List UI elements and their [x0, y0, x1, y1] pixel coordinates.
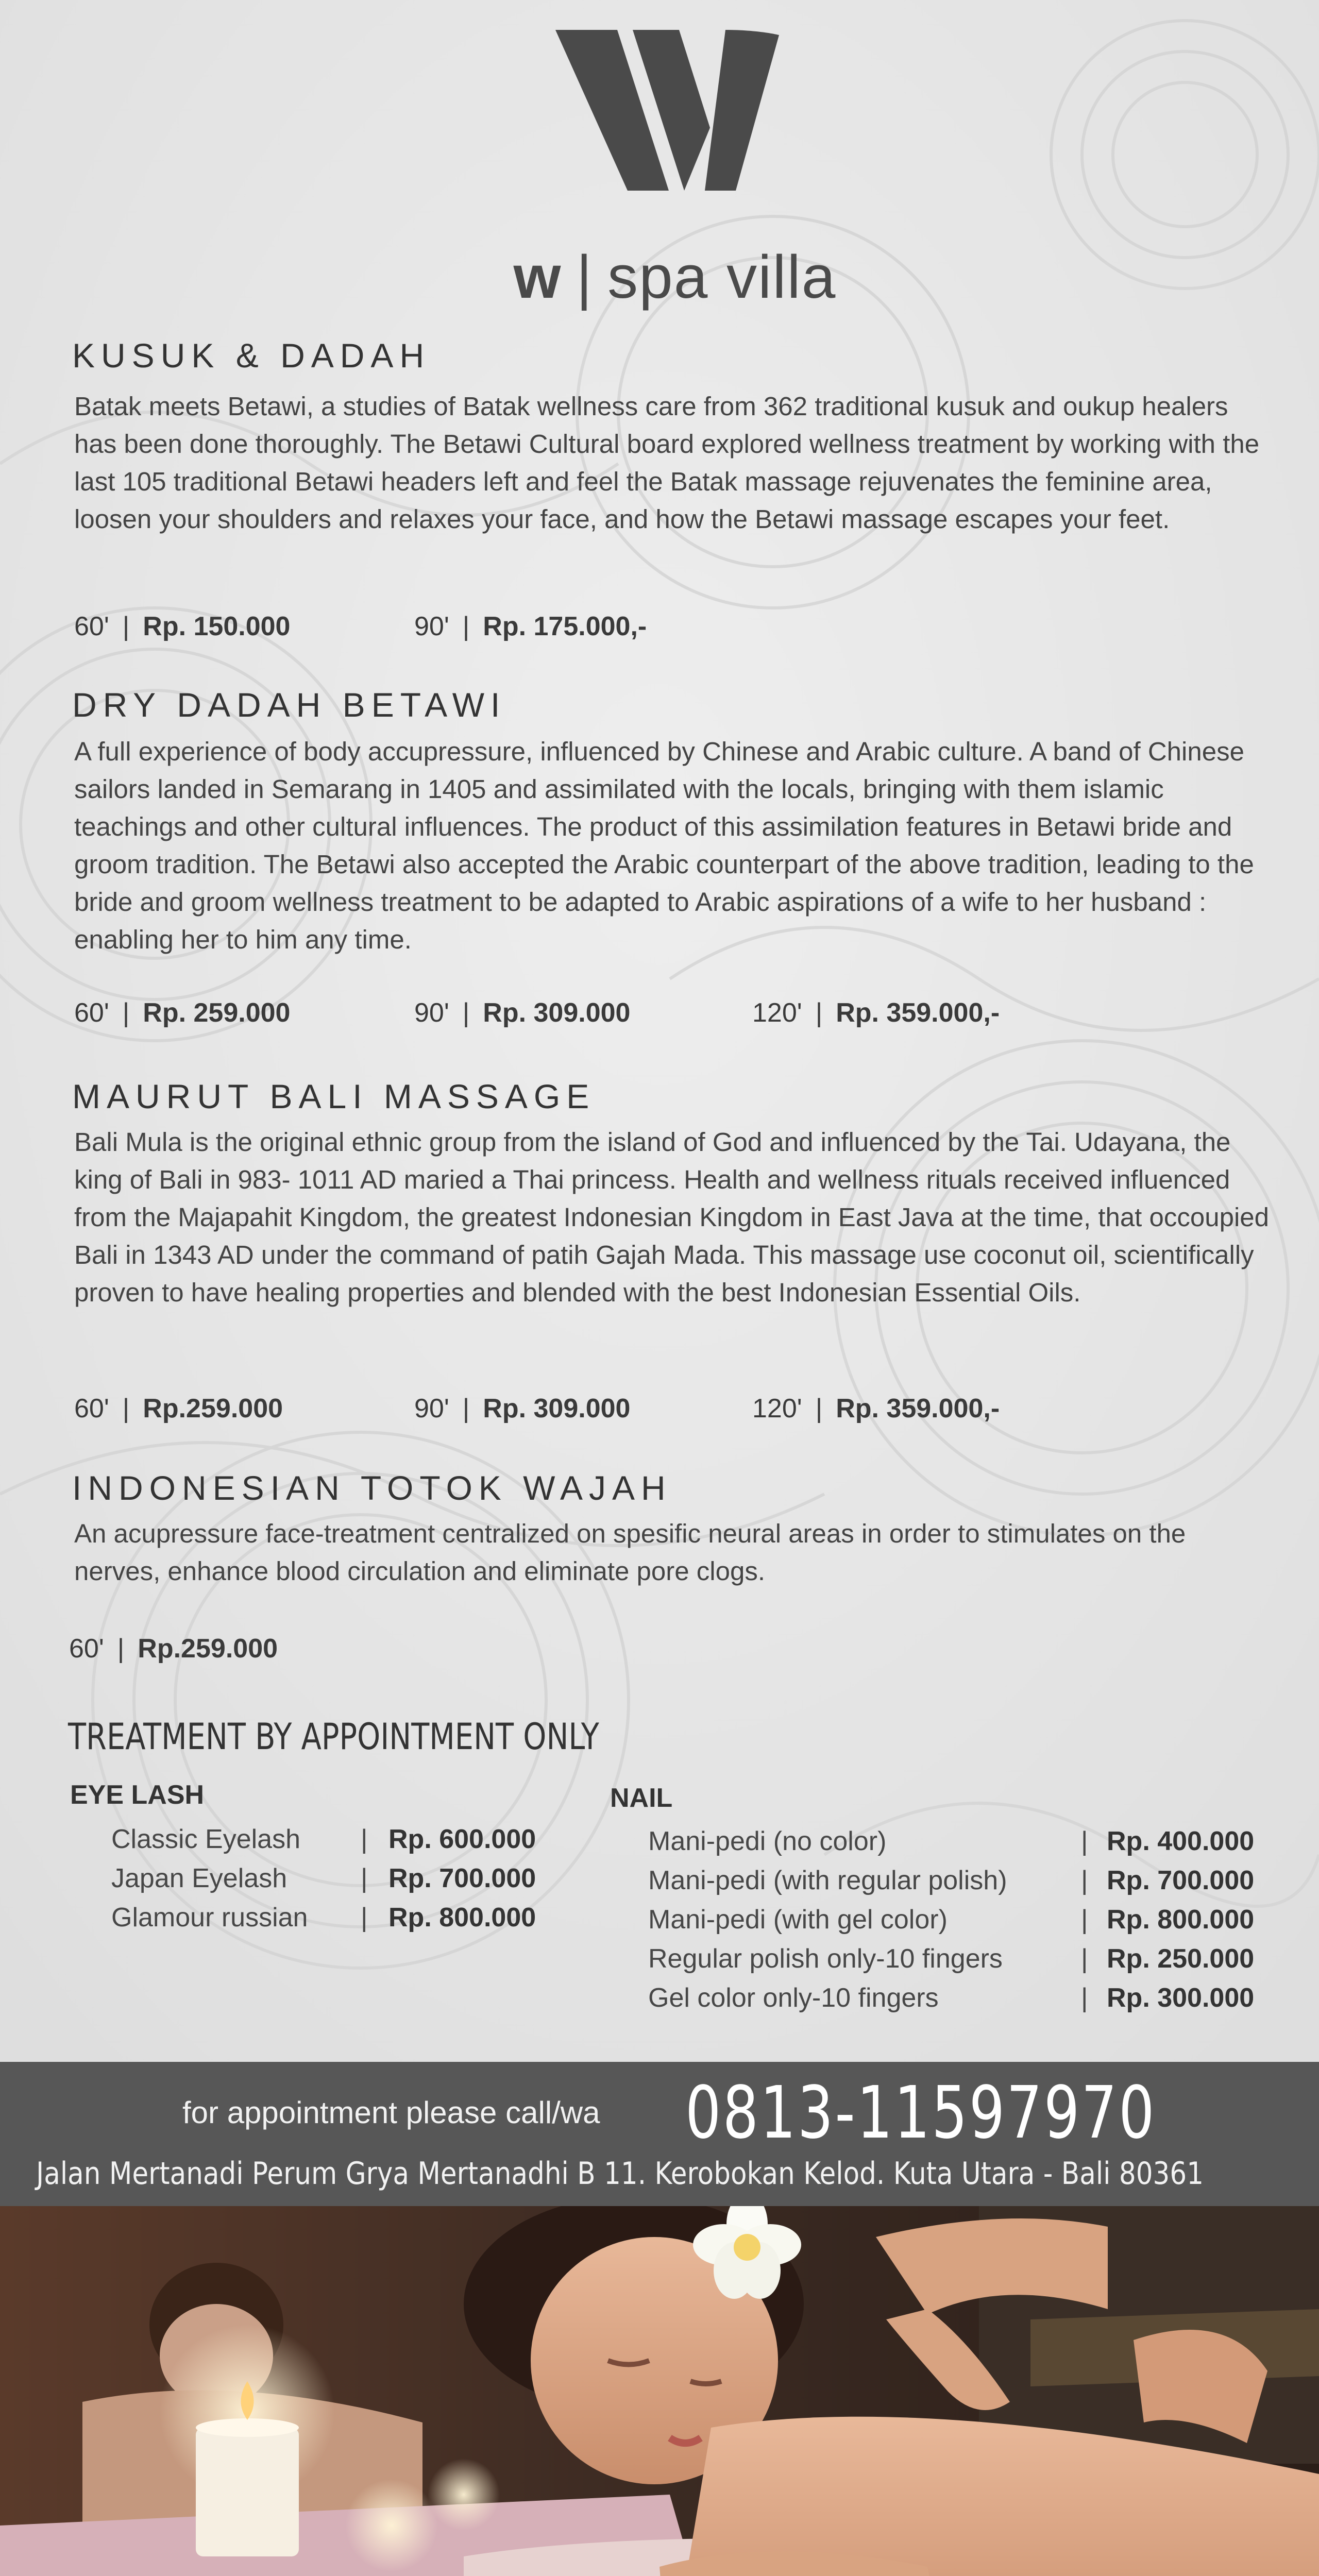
nail-item-price: Rp. 250.000	[1107, 1944, 1255, 1974]
price-item: 60' | Rp. 150.000	[74, 612, 291, 641]
price-separator: |	[1081, 1826, 1088, 1856]
nail-item-name: Mani-pedi (with regular polish)	[648, 1866, 1007, 1895]
price-separator: |	[361, 1824, 368, 1854]
brand-name	[479, 242, 871, 312]
price-separator: |	[361, 1863, 368, 1893]
address-text: Jalan Mertanadi Perum Grya Mertanadhi B 11. Kerobokan Kelod. Kuta Utara - Bali 80361	[36, 2156, 1204, 2192]
brand-w: w	[513, 243, 562, 311]
eyelash-item-price: Rp. 700.000	[388, 1863, 536, 1893]
phone-number[interactable]: 0813-11597970	[685, 2071, 1156, 2155]
price-item: 60' | Rp.259.000	[74, 1394, 283, 1423]
price-separator: |	[1081, 1905, 1088, 1935]
nail-item-price: Rp. 400.000	[1107, 1826, 1255, 1856]
nail-item-price: Rp. 300.000	[1107, 1983, 1255, 2013]
price-item: 60' | Rp. 259.000	[74, 998, 291, 1028]
price-separator: |	[361, 1903, 368, 1933]
section-description-dry-dadah-betawi: A full experience of body accupressure, influenced by Chinese and Arabic culture. A band of Chinese sailors landed in Semarang in 1405 and assimilated with the locals, bringing with them islamic teachings and other cultural influences. The product of this assimilation features in Betawi bride and groom tradition. The Betawi also accepted the Arabic counterpart of the above tradition, leading to the bride and groom wellness treatment to be adapted to Arabic aspirations of a wife to her husband : enabling her to him any time.	[74, 737, 1254, 954]
eyelash-item-name: Japan Eyelash	[111, 1863, 288, 1893]
section-description-indonesian-totok-wajah: An acupressure face-treatment centralized on spesific neural areas in order to stimulates on the nerves, enhance blood circulation and eliminate pore clogs.	[74, 1519, 1186, 1586]
price-item: 90' | Rp. 309.000	[414, 998, 631, 1028]
section-description-maurut-bali-massage: Bali Mula is the original ethnic group from the island of God and influenced by the Tai. Udayana, the king of Bali in 983- 1011 AD maried a Thai princess. Health and wellness rituals received influenced from the Majapahit Kingdom, the greatest Indonesian Kingdom in East Java at the time, that occoupied Bali in 1343 AD under the command of patih Gajah Mada. This massage use coconut oil, scientifically proven to have healing properties and blended with the best Indonesian Essential Oils.	[74, 1127, 1270, 1307]
price-separator: |	[1081, 1944, 1088, 1974]
nail-item-name: Gel color only-10 fingers	[648, 1983, 939, 2013]
price-separator: |	[1081, 1866, 1088, 1895]
nail-item-price: Rp. 700.000	[1107, 1866, 1255, 1895]
w-logo-icon	[555, 30, 779, 191]
eyelash-item-name: Glamour russian	[111, 1903, 308, 1933]
appointment-title: TREATMENT BY APPOINTMENT ONLY	[68, 1716, 599, 1758]
eyelash-item-price: Rp. 600.000	[388, 1824, 536, 1854]
section-title-maurut-bali-massage: MAURUT BALI MASSAGE	[72, 1077, 596, 1115]
call-instruction: for appointment please call/wa	[182, 2095, 600, 2130]
eyelash-category-label: EYE LASH	[70, 1780, 205, 1810]
price-item: 120' | Rp. 359.000,-	[752, 1394, 1000, 1423]
nail-category-label: NAIL	[610, 1783, 673, 1813]
massage-photo	[0, 2206, 1319, 2576]
eyelash-item-name: Classic Eyelash	[111, 1824, 301, 1854]
nail-item-name: Mani-pedi (no color)	[648, 1826, 887, 1856]
price-item: 120' | Rp. 359.000,-	[752, 998, 1000, 1028]
nail-item-name: Regular polish only-10 fingers	[648, 1944, 1003, 1974]
eyelash-item-price: Rp. 800.000	[388, 1903, 536, 1933]
price-item: 60' | Rp.259.000	[69, 1634, 278, 1664]
price-separator: |	[1081, 1983, 1088, 2013]
section-title-kusuk-dadah: KUSUK & DADAH	[72, 336, 431, 375]
price-item: 90' | Rp. 175.000,-	[414, 612, 647, 641]
section-description-kusuk-dadah: Batak meets Betawi, a studies of Batak wellness care from 362 traditional kusuk and oukup healers has been done thoroughly. The Betawi Cultural board explored wellness treatment by working with the last 105 traditional Betawi headers left and feel the Batak massage rejuvenates the feminine area, loosen your shoulders and relaxes your face, and how the Betawi massage escapes your feet.	[74, 392, 1260, 534]
price-item: 90' | Rp. 309.000	[414, 1394, 631, 1423]
nail-item-price: Rp. 800.000	[1107, 1905, 1255, 1935]
section-title-dry-dadah-betawi: DRY DADAH BETAWI	[72, 686, 506, 724]
section-title-indonesian-totok-wajah: INDONESIAN TOTOK WAJAH	[72, 1469, 672, 1507]
brand-separator: |	[576, 243, 594, 311]
brand-title: spa villa	[607, 243, 837, 311]
nail-item-name: Mani-pedi (with gel color)	[648, 1905, 948, 1935]
